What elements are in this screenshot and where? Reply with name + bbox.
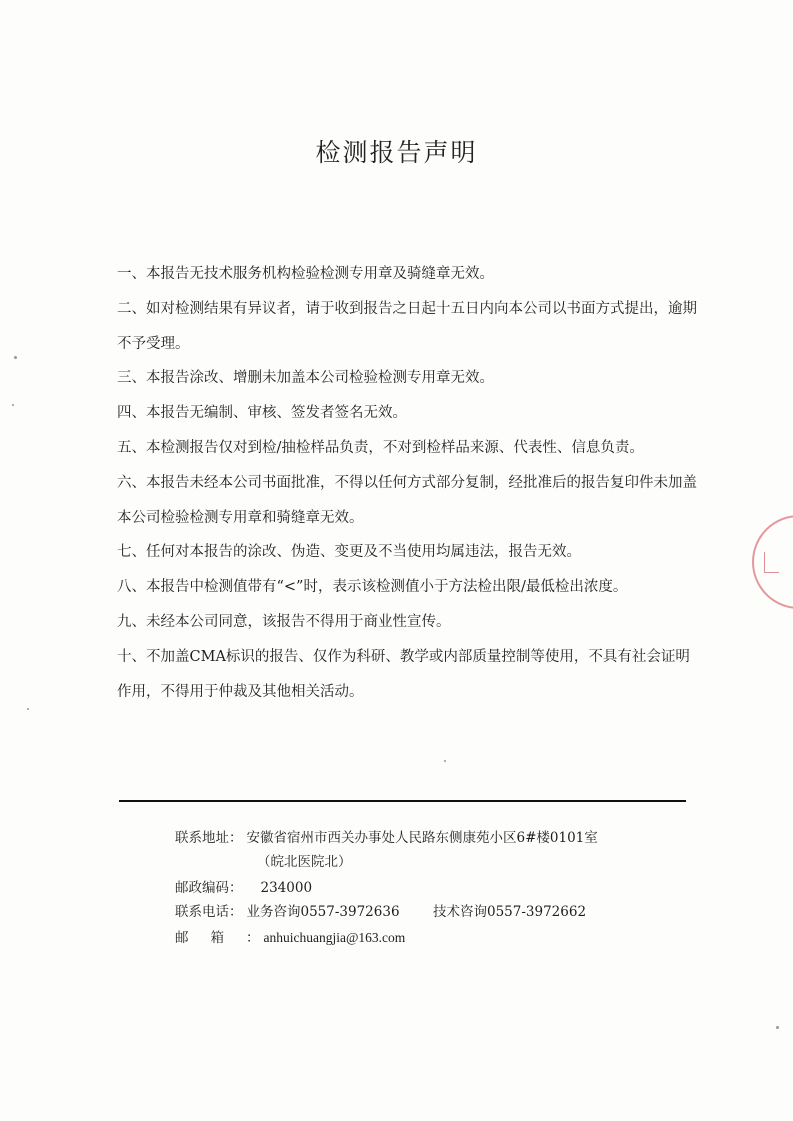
scan-speck xyxy=(14,356,17,359)
statement-clause: 十、不加盖CMA标识的报告、仅作为科研、教学或内部质量控制等使用，不具有社会证明作用，不得用于仲裁及其他相关活动。 xyxy=(117,648,690,700)
address-value: 安徽省宿州市西关办事处人民路东侧康苑小区6#楼0101室 xyxy=(246,830,598,846)
address-note: （皖北医院北） xyxy=(257,854,352,870)
business-phone-value: 业务咨询0557-3972636 xyxy=(246,904,400,920)
phone-label: 联系电话： xyxy=(175,904,243,920)
contact-address-row xyxy=(175,826,598,846)
contact-postal-row xyxy=(175,876,312,896)
statement-clause: 四、本报告无编制、审核、签发者签名无效。 xyxy=(117,405,407,422)
footer-divider xyxy=(119,800,686,802)
email-label: 邮箱： xyxy=(175,930,282,946)
statement-clause: 九、未经本公司同意，该报告不得用于商业性宣传。 xyxy=(117,613,451,630)
page-title: 检测报告声明 xyxy=(315,138,478,167)
statement-clause: 二、如对检测结果有异议者，请于收到报告之日起十五日内向本公司以书面方式提出，逾期不予受理。 xyxy=(117,300,697,352)
contact-phone-row xyxy=(175,900,587,920)
statement-clause: 八、本报告中检测值带有“<”时，表示该检测值小于方法检出限/最低检出浓度。 xyxy=(117,579,628,596)
statement-clause: 三、本报告涂改、增删未加盖本公司检验检测专用章无效。 xyxy=(117,370,494,387)
seal-mark-icon xyxy=(764,552,779,573)
scan-speck xyxy=(27,708,29,710)
contact-email-row xyxy=(175,926,405,946)
scan-speck xyxy=(12,404,14,406)
scan-speck xyxy=(444,760,446,762)
statement-clause: 五、本检测报告仅对到检/抽检样品负责，不对到检样品来源、代表性、信息负责。 xyxy=(117,439,644,456)
statement-clause: 六、本报告未经本公司书面批准，不得以任何方式部分复制，经批准后的报告复印件未加盖本公司检验检测专用章和骑缝章无效。 xyxy=(117,474,697,526)
email-value: anhuichuangjia@163.com xyxy=(263,930,406,945)
statement-clause: 一、本报告无技术服务机构检验检测专用章及骑缝章无效。 xyxy=(117,266,494,282)
statement-clause-list xyxy=(117,257,697,709)
statement-clause: 七、任何对本报告的涂改、伪造、变更及不当使用均属违法，报告无效。 xyxy=(117,544,581,561)
scan-speck xyxy=(776,1026,779,1029)
postal-label: 邮政编码： xyxy=(175,880,243,896)
address-label: 联系地址： xyxy=(175,830,243,846)
tech-phone-value: 技术咨询0557-3972662 xyxy=(433,904,587,920)
postal-code-value: 234000 xyxy=(260,880,313,896)
